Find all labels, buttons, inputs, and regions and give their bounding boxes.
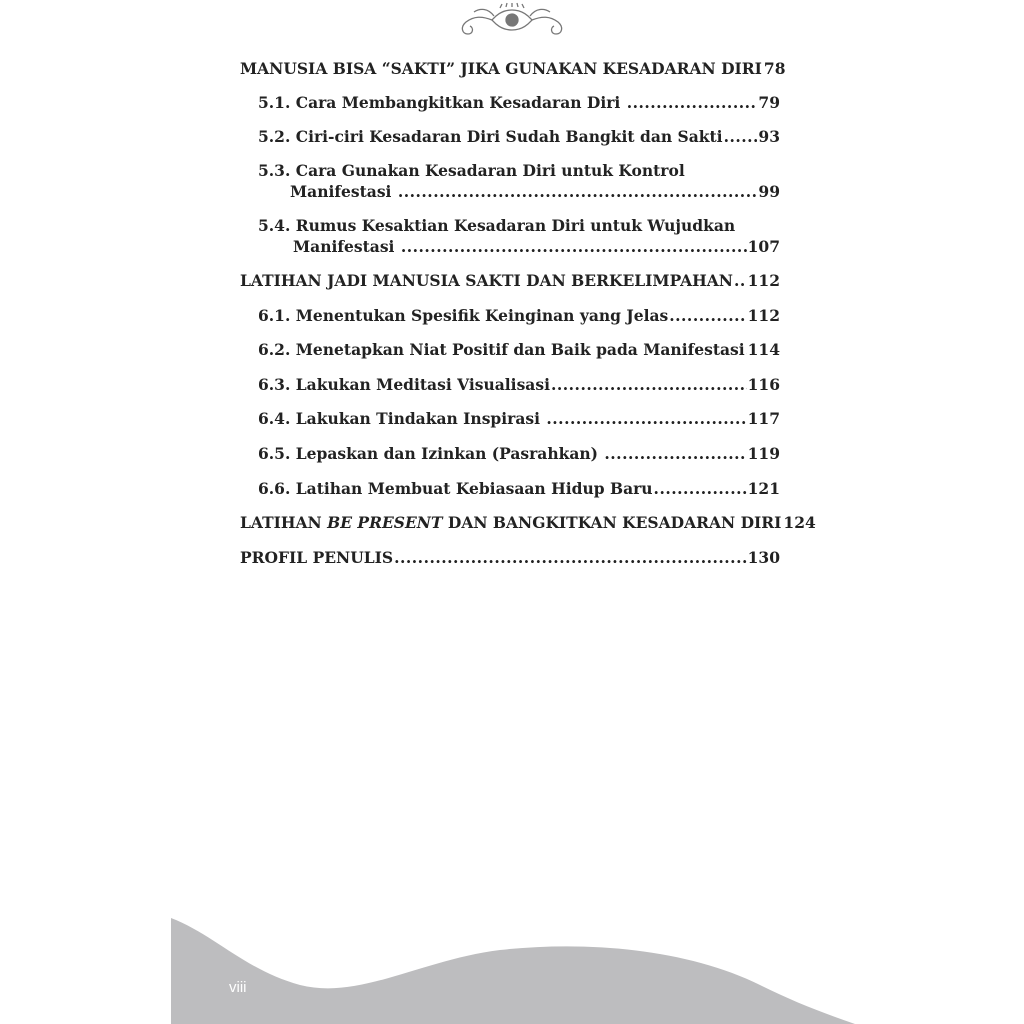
toc-entry-page: 112 — [747, 306, 780, 325]
toc-entry-page: 79 — [758, 93, 780, 112]
toc-entry-title: 6.2. Menetapkan Niat Positif dan Baik pada Manifestasi — [258, 340, 745, 359]
toc-entry-title: MANUSIA BISA “SAKTI” JIKA GUNAKAN KESADARAN DIRI — [240, 59, 762, 78]
toc-entry-page: 121 — [747, 479, 780, 498]
toc-entry-title: 5.1. Cara Membangkitkan Kesadaran Diri — [258, 93, 626, 112]
toc-entry-title-suffix: DAN BANGKITKAN KESADARAN DIRI — [442, 513, 782, 532]
toc-entry-title: 6.6. Latihan Membuat Kebiasaan Hidup Baru — [258, 479, 653, 498]
toc-entry-title: 6.5. Lepaskan dan Izinkan (Pasrahkan) — [258, 444, 604, 463]
toc-entry-title-line1[interactable]: 5.4. Rumus Kesaktian Kesadaran Diri untuk Wujudkan — [258, 216, 736, 235]
toc-entry-title: 5.2. Ciri-ciri Kesadaran Diri Sudah Bangkit dan Sakti — [258, 127, 723, 146]
toc-entry-title: PROFIL PENULIS — [240, 548, 394, 567]
toc-entry-title: 6.1. Menentukan Spesifik Keinginan yang Jelas — [258, 306, 669, 325]
toc-entry-title: 6.3. Lakukan Meditasi Visualisasi — [258, 375, 550, 394]
toc-entry-title: 6.4. Lakukan Tindakan Inspirasi — [258, 409, 546, 428]
toc-entry-page: 112 — [747, 271, 780, 290]
page-number: viii — [229, 979, 247, 996]
toc-entry-page: 114 — [747, 340, 780, 359]
toc-entry-page: 99 — [758, 182, 780, 201]
toc-entry-title-line1[interactable]: 5.3. Cara Gunakan Kesadaran Diri untuk Kontrol — [258, 161, 685, 180]
toc-entry-title-prefix: LATIHAN — [240, 513, 328, 532]
toc-entry-page: 117 — [747, 409, 780, 428]
toc-entry-title-line2: Manifestasi — [290, 182, 397, 201]
toc-entry-page: 78 — [763, 59, 786, 78]
toc-entry-title-line2: Manifestasi — [293, 237, 400, 256]
toc-entry-page: 107 — [747, 237, 780, 256]
toc-entry-title-italic: BE PRESENT — [327, 513, 443, 532]
toc-entry-page: 130 — [747, 548, 780, 567]
toc-entry-page: 124 — [783, 513, 816, 532]
toc-entry-page: 93 — [758, 127, 780, 146]
toc-entry-title: LATIHAN JADI MANUSIA SAKTI DAN BERKELIMPAHAN — [240, 271, 733, 290]
toc-entry-page: 119 — [747, 444, 780, 463]
toc-entry-page: 116 — [747, 375, 780, 394]
